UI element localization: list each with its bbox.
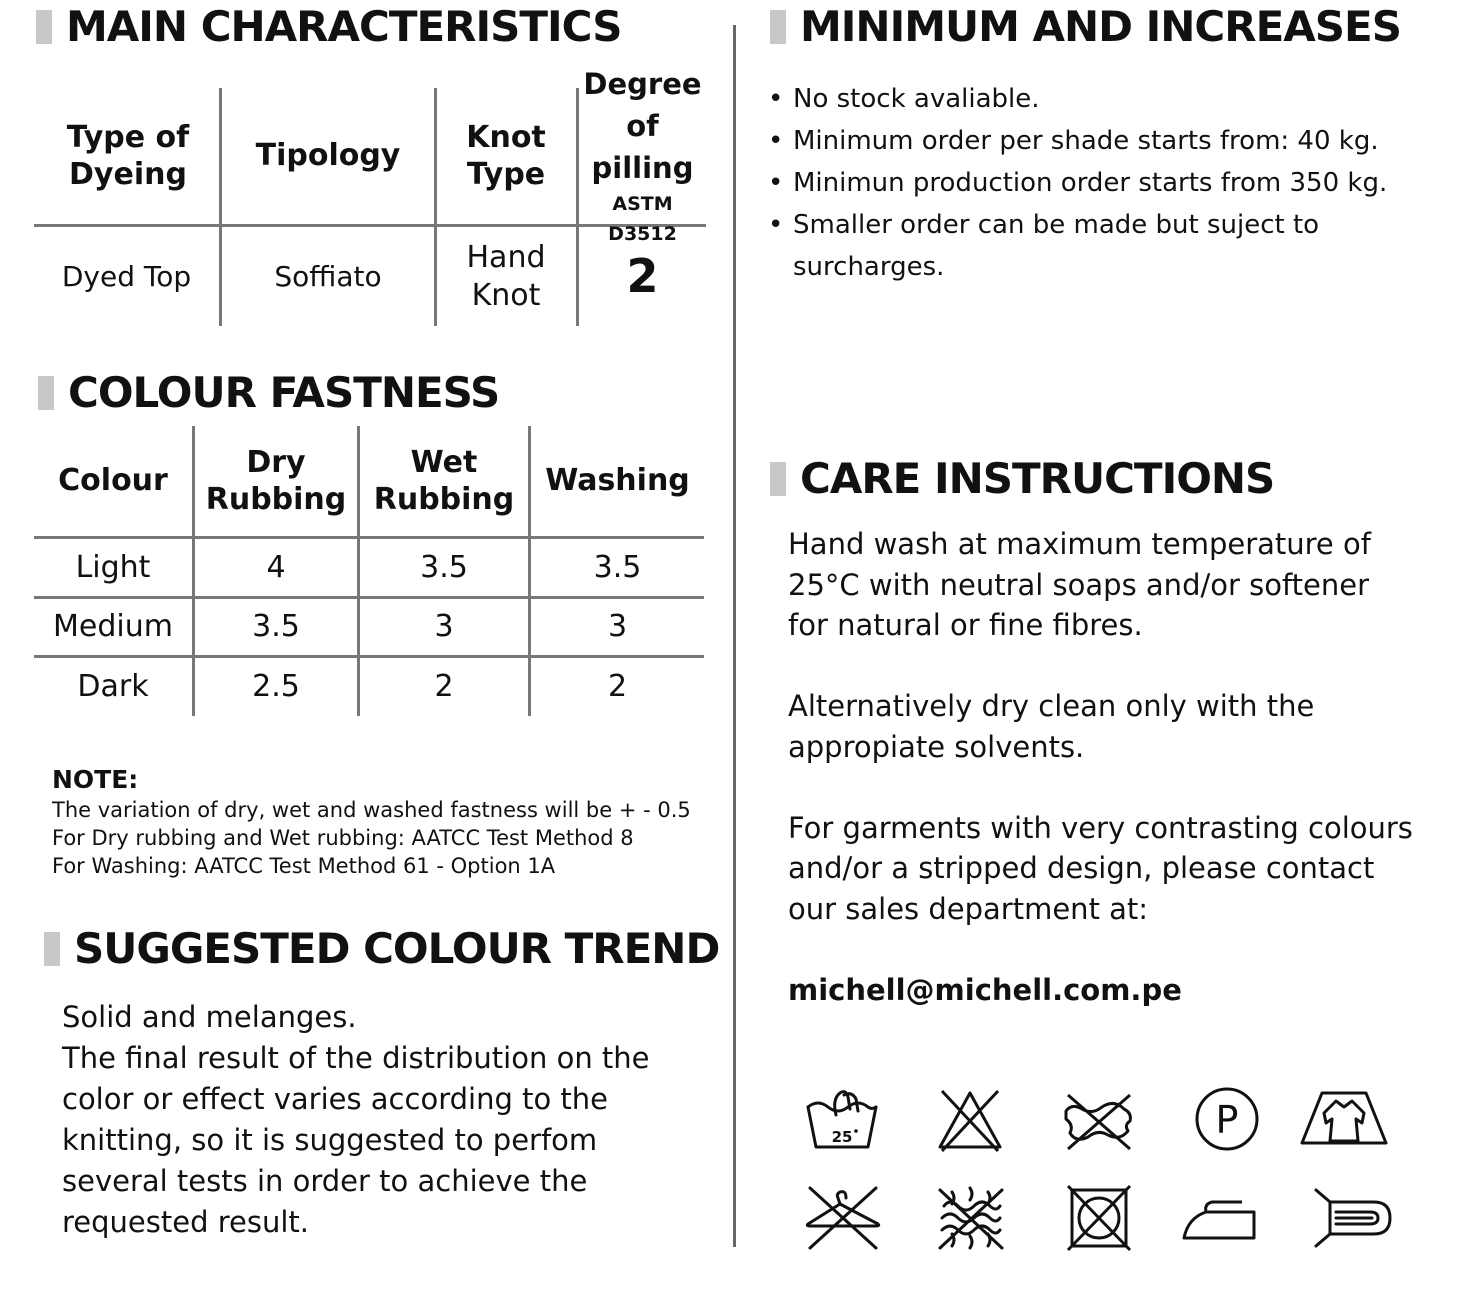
value-type-of-dyeing: Dyed Top	[61, 260, 192, 293]
trend-line: requested result.	[62, 1205, 309, 1239]
minimum-and-increases-heading	[770, 2, 1401, 51]
care-line: 25°C with neutral soaps and/or softener	[788, 567, 1370, 602]
header-tipology: Tipology	[255, 138, 401, 174]
note-title: NOTE:	[52, 765, 139, 794]
list-item: • No stock avaliable.	[768, 78, 1408, 120]
table-rule	[434, 88, 437, 326]
dry-flat-icon	[1298, 1085, 1390, 1157]
do-not-dry-icon	[1058, 1182, 1140, 1254]
hand-wash-icon	[802, 1085, 884, 1157]
suggested-colour-trend-text	[62, 997, 722, 1243]
care-line: and/or a stripped design, please contact	[788, 851, 1375, 885]
note-line: The variation of dry, wet and washed fastness will be + - 0.5	[52, 798, 691, 822]
suggested-colour-trend-heading	[44, 924, 719, 973]
value-knot-type: Hand Knot	[466, 240, 546, 313]
colour-fastness-heading	[38, 368, 499, 417]
heading-marker	[44, 932, 60, 966]
trend-line: knitting, so it is suggested to perfom	[62, 1123, 598, 1157]
note-line: For Dry rubbing and Wet rubbing: AATCC Test Method 8	[52, 826, 634, 850]
degree-of-pilling-label: Degree of pilling	[583, 67, 702, 185]
do-not-bleach-icon	[930, 1085, 1012, 1157]
row-medium-wet: 3	[434, 609, 454, 645]
header-colour: Colour	[58, 463, 168, 499]
row-medium-washing: 3	[607, 609, 628, 645]
heading-marker	[38, 376, 54, 410]
note-line: For Washing: AATCC Test Method 61 - Option 1A	[52, 854, 556, 878]
row-light-wet: 3.5	[420, 549, 468, 585]
value-degree-of-pilling: 2	[626, 248, 659, 303]
care-line: Alternatively dry clean only with the	[788, 689, 1315, 723]
dry-in-shade-icon	[1310, 1182, 1396, 1254]
header-type-of-dyeing: Type of Dyeing	[66, 119, 190, 192]
care-instructions-text	[788, 524, 1458, 1010]
care-line: appropiate solvents.	[788, 729, 1085, 764]
contact-email[interactable]: michell@michell.com.pe	[788, 972, 1182, 1007]
value-tipology: Soffiato	[274, 260, 382, 293]
heading-marker	[770, 462, 786, 496]
header-knot-type: Knot Type	[466, 119, 546, 192]
row-dark-colour: Dark	[77, 669, 149, 705]
dry-clean-p-icon	[1186, 1085, 1268, 1157]
wash-temperature-label: 25	[831, 1128, 853, 1146]
note-block	[52, 764, 712, 880]
degree-of-pilling-standard: ASTM D3512	[608, 193, 677, 245]
care-line: our sales department at:	[788, 891, 1149, 926]
trend-line: color or effect varies according to the	[62, 1082, 609, 1116]
column-divider	[733, 25, 736, 1247]
header-wet-rubbing: Wet Rubbing	[373, 444, 515, 517]
suggested-colour-trend-title: SUGGESTED COLOUR TREND	[74, 924, 720, 973]
main-characteristics-title: MAIN CHARACTERISTICS	[66, 2, 622, 51]
main-characteristics-heading	[36, 2, 622, 51]
minimum-and-increases-list	[768, 78, 1408, 288]
row-light-colour: Light	[75, 549, 151, 585]
trend-line: several tests in order to achieve the	[62, 1164, 588, 1198]
heading-marker	[770, 10, 786, 44]
row-dark-wet: 2	[434, 669, 454, 705]
care-line: Hand wash at maximum temperature of	[788, 527, 1371, 561]
row-medium-colour: Medium	[53, 609, 173, 645]
trend-line: The final result of the distribution on the	[62, 1041, 650, 1075]
heading-marker	[36, 10, 52, 44]
do-not-wring-icon	[930, 1182, 1012, 1254]
main-characteristics-table	[34, 67, 706, 328]
row-medium-dry: 3.5	[252, 609, 300, 645]
do-not-tumble-dry-icon	[1058, 1085, 1140, 1157]
row-dark-dry: 2.5	[252, 669, 300, 705]
care-line: for natural or fine fibres.	[788, 608, 1143, 642]
trend-line: Solid and melanges.	[62, 1000, 357, 1034]
care-instructions-title: CARE INSTRUCTIONS	[800, 454, 1275, 503]
list-item: • Smaller order can be made but suject to surcharges.	[768, 204, 1378, 288]
colour-fastness-table	[34, 426, 704, 716]
iron-icon	[1180, 1182, 1260, 1254]
dry-clean-letter: P	[1215, 1098, 1239, 1142]
colour-fastness-title: COLOUR FASTNESS	[68, 368, 500, 417]
do-not-hang-dry-icon	[802, 1182, 884, 1254]
row-light-dry: 4	[266, 549, 286, 585]
list-item: • Minimun production order starts from 350 kg.	[768, 162, 1408, 204]
row-dark-washing: 2	[607, 669, 628, 705]
header-dry-rubbing: Dry Rubbing	[205, 444, 347, 517]
row-light-washing: 3.5	[593, 549, 642, 585]
header-washing: Washing	[545, 463, 690, 499]
header-degree-of-pilling	[579, 67, 706, 245]
care-line: For garments with very contrasting colours	[788, 810, 1413, 845]
care-instructions-heading	[770, 454, 1274, 503]
list-item: • Minimum order per shade starts from: 40 kg.	[768, 120, 1408, 162]
minimum-and-increases-title: MINIMUM AND INCREASES	[800, 2, 1401, 51]
